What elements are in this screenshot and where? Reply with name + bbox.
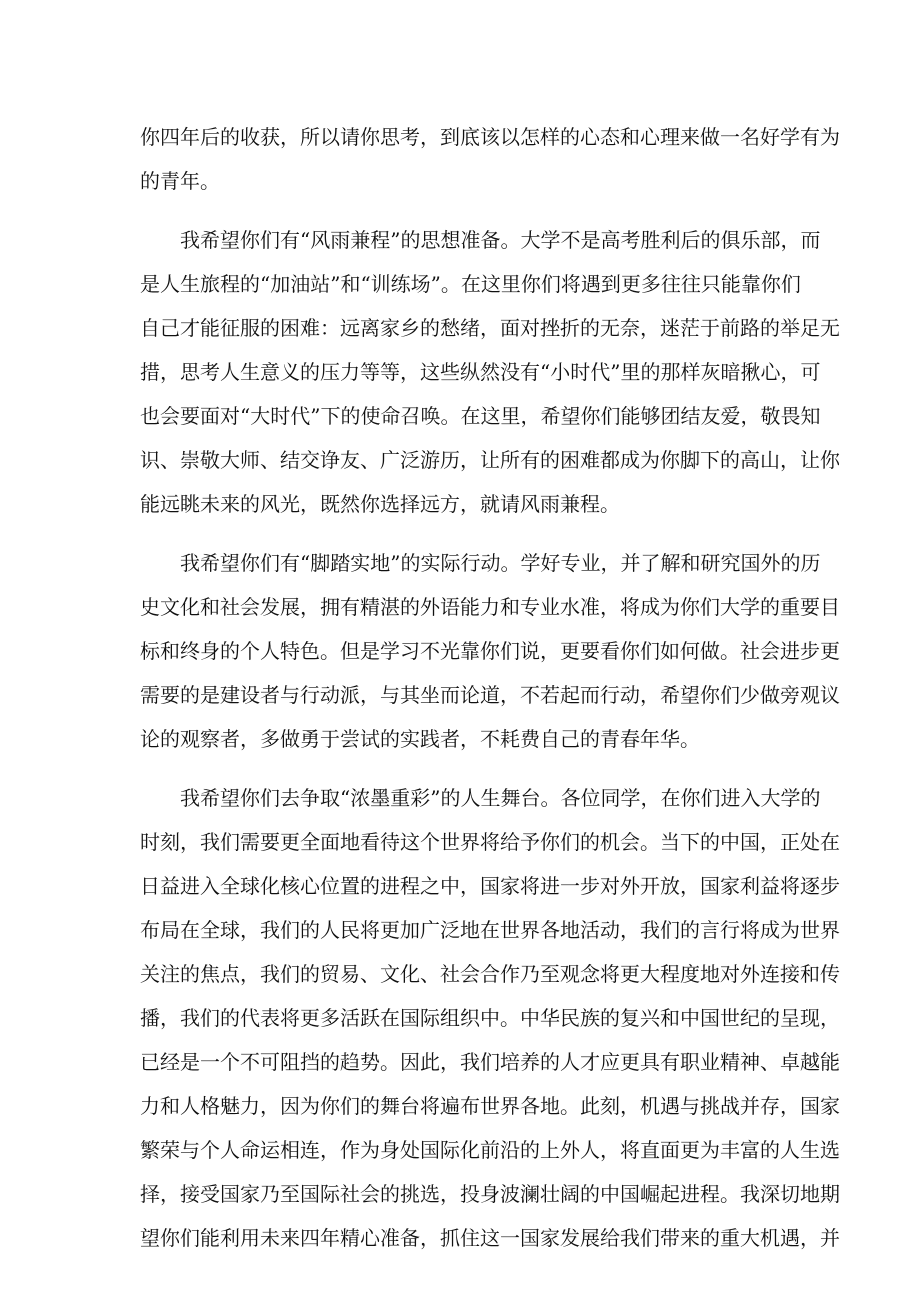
text-line: 关注的焦点，我们的贸易、文化、社会合作乃至观念将更大程度地对外连接和传 bbox=[140, 962, 840, 986]
text-line: 标和终身的个人特色。但是学习不光靠你们说，更要看你们如何做。社会进步更 bbox=[140, 639, 840, 663]
text-line: 繁荣与个人命运相连，作为身处国际化前沿的上外人，将直面更为丰富的人生选 bbox=[140, 1138, 840, 1162]
text-line: 论的观察者，多做勇于尝试的实践者，不耗费自己的青春年华。 bbox=[140, 727, 700, 751]
text-line: 日益进入全球化核心位置的进程之中，国家将进一步对外开放，国家利益将逐步 bbox=[140, 874, 840, 898]
text-line: 也会要面对“大时代”下的使命召唤。在这里，希望你们能够团结友爱，敬畏知 bbox=[140, 404, 821, 428]
text-line: 我希望你们有“风雨兼程”的思想准备。大学不是高考胜利后的俱乐部，而 bbox=[180, 228, 821, 252]
text-line: 望你们能利用未来四年精心准备，抓住这一国家发展给我们带来的重大机遇，并 bbox=[140, 1226, 840, 1250]
text-line: 我希望你们有“脚踏实地”的实际行动。学好专业，并了解和研究国外的历 bbox=[180, 551, 821, 575]
text-line: 需要的是建设者与行动派，与其坐而论道，不若起而行动，希望你们少做旁观议 bbox=[140, 683, 840, 707]
text-line: 播，我们的代表将更多活跃在国际组织中。中华民族的复兴和中国世纪的呈现， bbox=[140, 1006, 840, 1030]
text-line: 时刻，我们需要更全面地看待这个世界将给予你们的机会。当下的中国，正处在 bbox=[140, 830, 840, 854]
text-line: 布局在全球，我们的人民将更加广泛地在世界各地活动，我们的言行将成为世界 bbox=[140, 918, 840, 942]
paragraph bbox=[140, 218, 840, 526]
document-page bbox=[140, 115, 840, 1275]
text-line: 自己才能征服的困难：远离家乡的愁绪，面对挫折的无奈，迷茫于前路的举足无 bbox=[140, 316, 840, 340]
text-line: 择，接受国家乃至国际社会的挑选，投身波澜壮阔的中国崛起进程。我深切地期 bbox=[140, 1182, 840, 1206]
text-line: 你四年后的收获，所以请你思考，到底该以怎样的心态和心理来做一名好学有为 bbox=[140, 125, 840, 149]
text-line: 我希望你们去争取“浓墨重彩”的人生舞台。各位同学，在你们进入大学的 bbox=[180, 786, 821, 810]
paragraph bbox=[140, 776, 840, 1260]
text-line: 措，思考人生意义的压力等等，这些纵然没有“小时代”里的那样灰暗揪心，可 bbox=[140, 360, 821, 384]
text-line: 能远眺未来的风光，既然你选择远方，就请风雨兼程。 bbox=[140, 492, 620, 516]
paragraph bbox=[140, 115, 840, 203]
text-line: 史文化和社会发展，拥有精湛的外语能力和专业水准，将成为你们大学的重要目 bbox=[140, 595, 840, 619]
paragraph bbox=[140, 541, 840, 761]
text-line: 的青年。 bbox=[140, 169, 220, 193]
text-line: 是人生旅程的“加油站”和“训练场”。在这里你们将遇到更多往往只能靠你们 bbox=[140, 272, 801, 296]
text-line: 力和人格魅力，因为你们的舞台将遍布世界各地。此刻，机遇与挑战并存，国家 bbox=[140, 1094, 840, 1118]
text-line: 已经是一个不可阻挡的趋势。因此，我们培养的人才应更具有职业精神、卓越能 bbox=[140, 1050, 840, 1074]
text-line: 识、崇敬大师、结交诤友、广泛游历，让所有的困难都成为你脚下的高山，让你 bbox=[140, 448, 840, 472]
